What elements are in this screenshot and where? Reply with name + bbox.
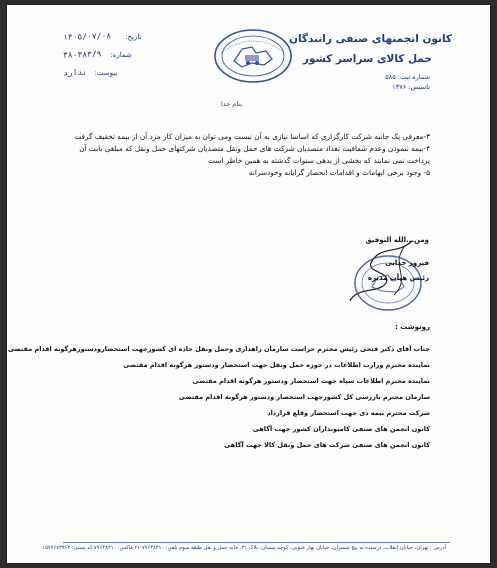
clause-4-continued: پرداخت نمی نمایند که بخشی از بدهی سنوات گذشته به همین خاطر است [208, 156, 430, 165]
closing-phrase: ومن...الله التوفیق [365, 236, 429, 244]
association-logo-icon [212, 27, 294, 85]
cc-list [7, 341, 430, 453]
cc-item: جناب آقای دکتر فتحی رئیس محترم حراست سازمان راهداری وحمل ونقل جاده ای کشورجهت استحضارودستورهرگونه اقدام مقتضی [7, 345, 430, 353]
date-row [63, 32, 141, 41]
contact-numbers: تلفن: ۷۷۶۴۸۳۱۰-۲۱ فاکس: ۷۷۶۴۸۳۱۰ کد پستی: ۱۵۷۷۶۷۳۹۶۳ [42, 545, 178, 551]
number-value: ۳۸-۳۸۳/۹ [62, 49, 102, 60]
attachment-value: ندارد [62, 67, 88, 78]
cc-item: کانون انجمن های صنفی کامیونداران کشور جهت آگاهی [252, 425, 430, 433]
org-subtitle: حمل کالای سراسر کشور [302, 53, 432, 65]
date-label: تاریخ: [125, 33, 142, 41]
footer-divider [63, 542, 450, 543]
number-row [63, 50, 132, 59]
letter-page [7, 5, 490, 563]
signer-name: فیروز خدایی [385, 259, 429, 267]
cc-heading: رونوشت : [395, 323, 430, 331]
cc-item: شرکت محترم بیمه دی جهت استحضار وقلع قرارداد [267, 409, 430, 417]
cc-item: نماینده محترم اطلاعات سپاه جهت استحضار ودستور هرگونه اقدام مقتضی [192, 377, 430, 385]
clause-5: ۵- وجود برخی ابهامات و اقدامات انحصار گرایانه وخودسرانه [248, 168, 430, 177]
cc-item: نماینده محترم وزارت اطلاعات در حوزه حمل ونقل جهت استحضار ودستور هرگونه اقدام مقتضی [123, 361, 430, 369]
established-date: تاسیس: ۱۳۷۶ [392, 83, 430, 91]
cc-item: کانون انجمن های صنفی شرکت های حمل ونقل کالا جهت آگاهی [224, 441, 430, 449]
footer-address [26, 545, 446, 551]
bismillah-heading: بنام خدا [221, 100, 243, 108]
attachment-label: پیوست: [94, 69, 118, 77]
signature-block [295, 227, 435, 317]
org-title: کانون انجمنهای صنفی رانندگان [289, 33, 452, 45]
clause-4: ۴-بیمه ننمودن وعدم شفافیت تعداد متصدیان شرکت های حمل ونقل متصدیان شرکتهای حمل ونقل که مبلغی بابت آن [79, 144, 430, 153]
number-label: شماره: [110, 51, 132, 59]
attachment-row [63, 68, 117, 77]
clause-3: ۳-معرفی یک جانبه شرکت کارگزاری که اساسا نیازی به آن نیست ومی توان به میزان کار مزد آن از بیمه تخفیف گرفت [74, 132, 430, 141]
signer-title: رئیس هیأت مدیره [367, 274, 429, 282]
date-value: ۱۴۰۵/۰۷/۰۸ [62, 31, 112, 42]
cc-item: سازمان محترم بازرسی کل کشورجهت استحضار ودستور هرگونه اقدام مقتضی [178, 393, 430, 401]
registration-number: شماره ثبت: ۵۸۵ [385, 73, 430, 81]
address-text: آدرس : تهران، خیابان انقلاب، درسیده به پیچ شمیران، خیابان بهار جنوبی، کوچه سمنان، پلاک ۳۱، خانه حمل و نقل طبقه سوم [179, 545, 446, 551]
letter-body [60, 131, 430, 179]
